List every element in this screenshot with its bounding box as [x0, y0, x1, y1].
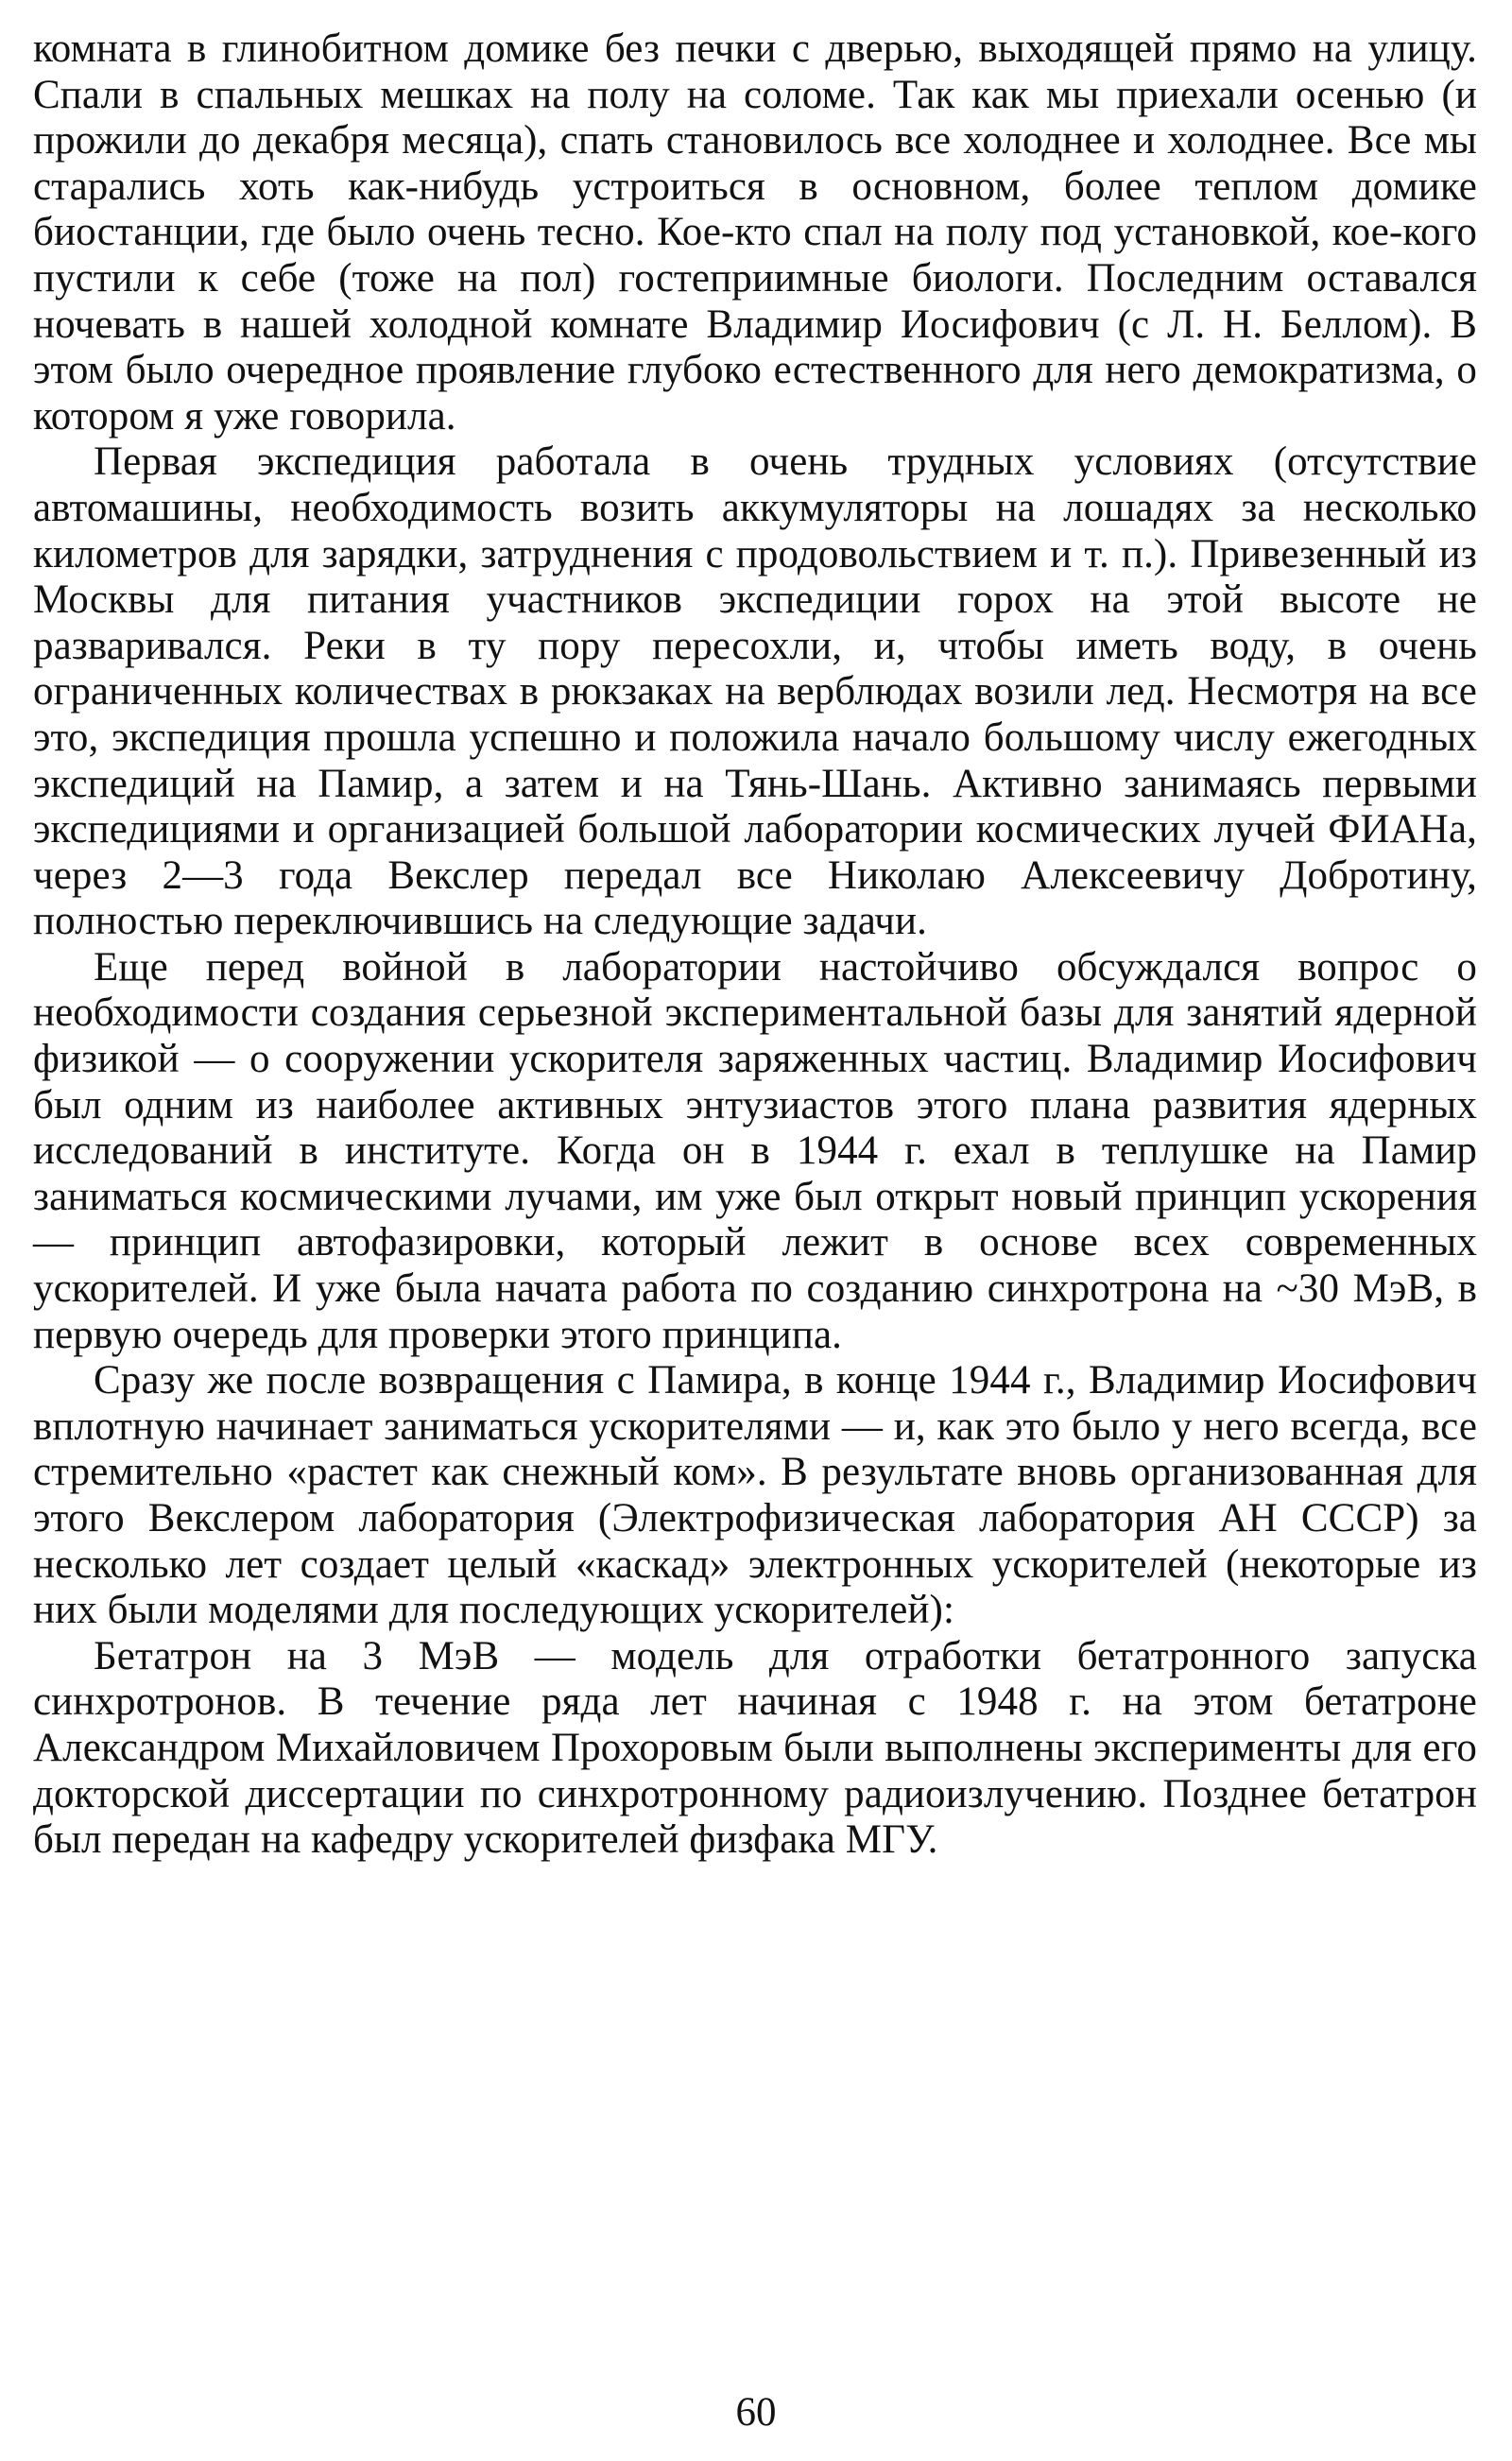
- paragraph-1: комната в глинобитном домике без печки с дверью, выходящей прямо на улицу. Спали в спальных мешках на полу на соломе. Так как мы приехали осенью (и прожили до декабря месяца), спать становилось все холоднее и холоднее. Все мы старались хоть как-нибудь устроиться в основном, более теплом домике биостанции, где было очень тесно. Кое-кто спал на полу под установкой, кое-кого пустили к себе (тоже на пол) гостеприимные биологи. Последним оставался ночевать в нашей холодной комнате Владимир Иосифович (с Л. Н. Беллом). В этом было очередное проявление глубоко естественного для него демократизма, о котором я уже говорила.: [33, 26, 1477, 439]
- paragraph-3: Еще перед войной в лаборатории настойчиво обсуждался вопрос о необходимости создания серьезной экспериментальной базы для занятий ядерной физикой — о сооружении ускорителя заряженных частиц. Владимир Иосифович был одним из наиболее активных энтузиастов этого плана развития ядерных исследований в институте. Когда он в 1944 г. ехал в теплушке на Памир заниматься космическими лучами, им уже был открыт новый принцип ускорения — принцип автофазировки, который лежит в основе всех современных ускорителей. И уже была начата работа по созданию синхротрона на ~30 МэВ, в первую очередь для проверки этого принципа.: [33, 944, 1477, 1357]
- paragraph-5: Бетатрон на 3 МэВ — модель для отработки бетатронного запуска синхротронов. В течение ряда лет начиная с 1948 г. на этом бетатроне Александром Михайловичем Прохоровым были выполнены эксперименты для его докторской диссертации по синхротронному радиоизлучению. Позднее бетатрон был передан на кафедру ускорителей физфака МГУ.: [33, 1633, 1477, 1863]
- page-number: 60: [735, 2390, 777, 2435]
- page-body: [33, 26, 1477, 1864]
- paragraph-2: Первая экспедиция работала в очень трудных условиях (отсутствие автомашины, необходимость возить аккумуляторы на лошадях за несколько километров для зарядки, затруднения с продовольствием и т. п.). Привезенный из Москвы для питания участников экспедиции горох на этой высоте не разваривался. Реки в ту пору пересохли, и, чтобы иметь воду, в очень ограниченных количествах в рюкзаках на верблюдах возили лед. Несмотря на все это, экспедиция прошла успешно и положила начало большому числу ежегодных экспедиций на Памир, а затем и на Тянь-Шань. Активно занимаясь первыми экспедициями и организацией большой лаборатории космических лучей ФИАНа, через 2—3 года Векслер передал все Николаю Алексеевичу Добротину, полностью переключившись на следующие задачи.: [33, 439, 1477, 944]
- paragraph-4: Сразу же после возвращения с Памира, в конце 1944 г., Владимир Иосифович вплотную начинает заниматься ускорителями — и, как это было у него всегда, все стремительно «растет как снежный ком». В результате вновь организованная для этого Векслером лаборатория (Электрофизическая лаборатория АН СССР) за несколько лет создает целый «каскад» электронных ускорителей (некоторые из них были моделями для последующих ускорителей):: [33, 1358, 1477, 1633]
